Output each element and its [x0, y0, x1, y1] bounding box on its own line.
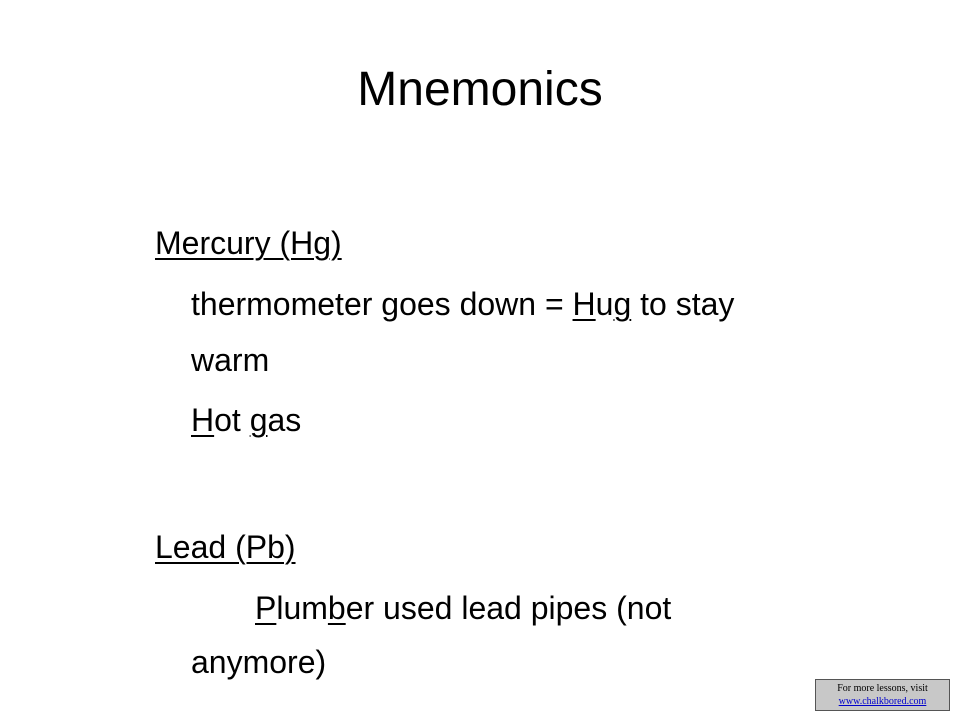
slide-title: Mnemonics: [357, 63, 603, 116]
mercury-line2-ot: ot: [214, 402, 250, 438]
footer-credit-link[interactable]: www.chalkbored.com: [838, 696, 927, 707]
mercury-line2-H: H: [191, 402, 215, 438]
mercury-heading: Mercury (Hg): [155, 225, 342, 261]
lead-line1-P: P: [255, 590, 277, 626]
footer-credit-text: For more lessons, visit: [837, 683, 928, 694]
lead-line1-rest: er used lead pipes (not: [345, 590, 672, 626]
mercury-line1-H: H: [572, 286, 596, 322]
mercury-line1-text: thermometer goes down =: [191, 286, 573, 322]
lead-mnemonic-line-1: [191, 588, 671, 628]
footer-credit-box: [815, 679, 950, 711]
lead-mnemonic-line-1-cont: anymore): [191, 644, 327, 680]
mercury-line2-g: g: [249, 402, 268, 438]
mercury-line1-text-end: to stay: [631, 286, 735, 322]
lead-line1-b: b: [327, 590, 346, 626]
mercury-mnemonic-line-2: [191, 400, 301, 440]
lead-line1-lum: lum: [276, 590, 328, 626]
mercury-mnemonic-line-1: [191, 284, 734, 324]
mercury-mnemonic-line-1-cont: warm: [191, 342, 270, 378]
mercury-line1-u: u: [595, 286, 614, 322]
mercury-line2-as: as: [267, 402, 302, 438]
mercury-line1-g: g: [613, 286, 632, 322]
lead-heading: Lead (Pb): [155, 529, 296, 565]
